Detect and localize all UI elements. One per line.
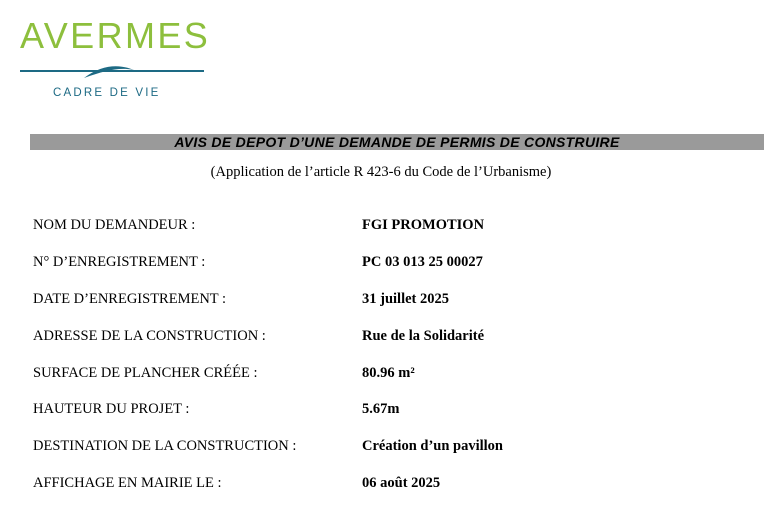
field-value: 31 juillet 2025 bbox=[362, 291, 449, 307]
field-row-registration-date bbox=[33, 291, 733, 313]
logo-wordmark: AVERMES bbox=[20, 15, 211, 56]
field-label: N° D’ENREGISTREMENT : bbox=[33, 254, 206, 270]
field-label: DESTINATION DE LA CONSTRUCTION : bbox=[33, 438, 297, 454]
field-row-registration-number bbox=[33, 254, 733, 276]
field-label: AFFICHAGE EN MAIRIE LE : bbox=[33, 475, 222, 491]
field-row-applicant bbox=[33, 217, 733, 239]
field-label: DATE D’ENREGISTREMENT : bbox=[33, 291, 227, 307]
field-value: 5.67m bbox=[362, 401, 400, 417]
field-row-height bbox=[33, 401, 733, 423]
field-value: FGI PROMOTION bbox=[362, 217, 485, 233]
field-label: ADRESSE DE LA CONSTRUCTION : bbox=[33, 328, 266, 344]
notice-title-bar bbox=[30, 134, 764, 150]
field-value: 06 août 2025 bbox=[362, 475, 441, 491]
notice-title: AVIS DE DEPOT D’UNE DEMANDE DE PERMIS DE CONSTRUIRE bbox=[174, 134, 620, 150]
field-label: SURFACE DE PLANCHER CRÉÉE : bbox=[33, 365, 258, 381]
notice-subtitle: (Application de l’article R 423-6 du Code de l’Urbanisme) bbox=[210, 164, 552, 180]
field-value: PC 03 013 25 00027 bbox=[362, 254, 483, 270]
logo-tagline: CADRE DE VIE bbox=[53, 87, 161, 99]
field-label: NOM DU DEMANDEUR : bbox=[33, 217, 196, 233]
field-value: Création d’un pavillon bbox=[362, 438, 503, 454]
field-label: HAUTEUR DU PROJET : bbox=[33, 401, 190, 417]
avermes-logo bbox=[20, 15, 211, 104]
field-value: 80.96 m² bbox=[362, 365, 415, 381]
field-row-floor-area bbox=[33, 365, 733, 387]
field-row-destination bbox=[33, 438, 733, 460]
field-row-address bbox=[33, 328, 733, 350]
field-value: Rue de la Solidarité bbox=[362, 328, 485, 344]
field-row-posting-date bbox=[33, 475, 733, 497]
